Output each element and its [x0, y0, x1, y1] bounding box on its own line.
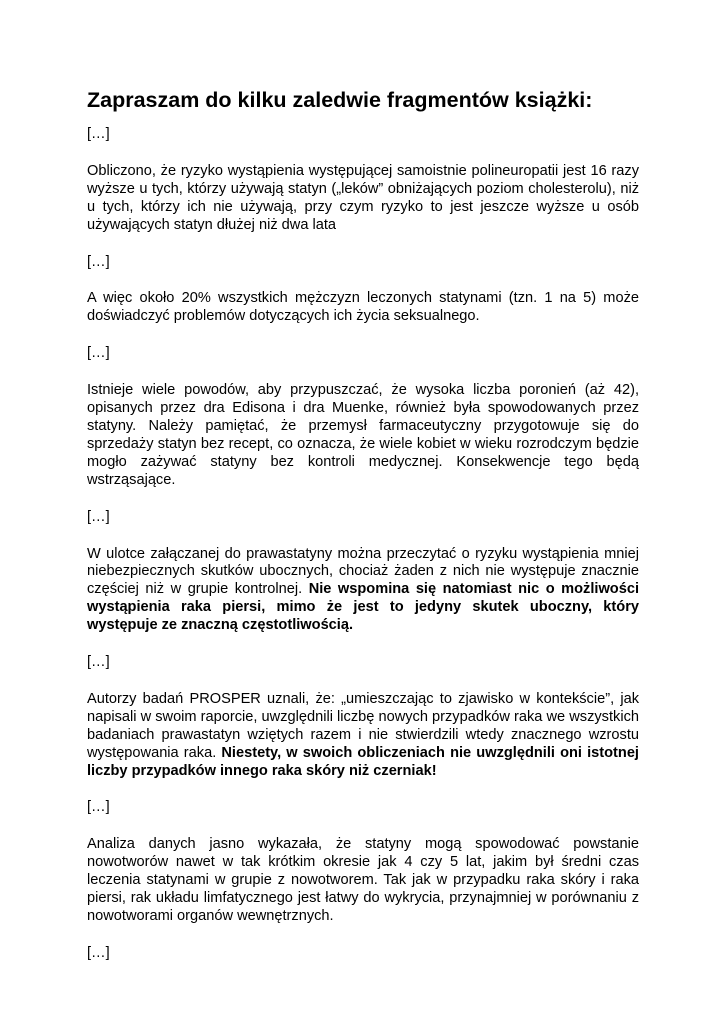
paragraph-sexual-problems: A więc około 20% wszystkich mężczyzn leczonych statynami (tzn. 1 na 5) może doświadczyć problemów dotyczących ich życia seksualnego. [87, 290, 639, 325]
paragraph-text: Autorzy badań PROSPER uznali, że: „umieszczając to zjawisko w kontekście”, jak napisali w swoim raporcie, uwzględnili liczbę nowych przypadków raka we wszystkich badaniach prawastatyn wziętych razem i nie stwierdzili wtedy znacznego wzrostu występowania raka. [87, 690, 639, 761]
paragraph-analysis: Analiza danych jasno wykazała, że statyny mogą spowodować powstanie nowotworów nawet w tak krótkim okresie jak 4 czy 5 lat, jakim był średni czas leczenia statynami w grupie z nowotworem. Tak jak w przypadku raka skóry i raka piersi, rak układu limfatycznego jest łatwy do wykrycia, przynajmniej w porównaniu z nowotworami organów wewnętrznych. [87, 836, 639, 924]
document-page [87, 86, 639, 963]
paragraph-breast-cancer [87, 546, 639, 636]
paragraph-text: W ulotce załączanej do prawastatyny można przeczytać o ryzyku wystąpienia mniej niebezpiecznych skutków ubocznych, chociaż żaden z nich nie występuje znacznie częściej niż w grupie kontrolnej. [87, 545, 639, 598]
ellipsis-marker: […] [87, 799, 110, 816]
ellipsis-marker: […] [87, 126, 110, 142]
ellipsis-marker: […] [87, 253, 110, 270]
bold-emphasis: Niestety, w swoich obliczeniach nie uwzględnili oni istotnej liczby przypadków innego raka skóry niż czerniak! [87, 744, 639, 779]
ellipsis-marker: […] [87, 508, 110, 525]
bold-emphasis: Nie wspomina się natomiast nic o możliwości wystąpienia raka piersi, mimo że jest to jedyny skutek uboczny, który występuje ze znaczną częstotliwością. [87, 581, 640, 634]
paragraph-miscarriages: Istnieje wiele powodów, aby przypuszczać, że wysoka liczba poronień (aż 42), opisanych przez dra Edisona i dra Muenke, również była spowodowanych przez statyny. Należy pamiętać, że przemysł farmaceutyczny przygotowuje się do sprzedaży statyn bez recept, co oznacza, że wiele kobiet w wieku rozrodczym będzie mogło zażywać statyny bez kontroli medycznej. Konsekwencje tego będą wstrząsające. [87, 382, 639, 488]
paragraph-prosper [87, 691, 639, 781]
ellipsis-marker: […] [87, 944, 110, 961]
paragraph-polyneuropathy: Obliczono, że ryzyko wystąpienia występującej samoistnie polineuropatii jest 16 razy wyższe u tych, którzy używają statyn („leków” obniżających poziom cholesterolu), niż u tych, którzy ich nie używają, przy czym ryzyko to jest jeszcze wyższe u osób używających statyn dłużej niż dwa lata [87, 162, 639, 233]
ellipsis-marker: […] [87, 654, 110, 671]
page-title: Zapraszam do kilku zaledwie fragmentów książki: [87, 88, 593, 112]
ellipsis-marker: […] [87, 345, 110, 362]
